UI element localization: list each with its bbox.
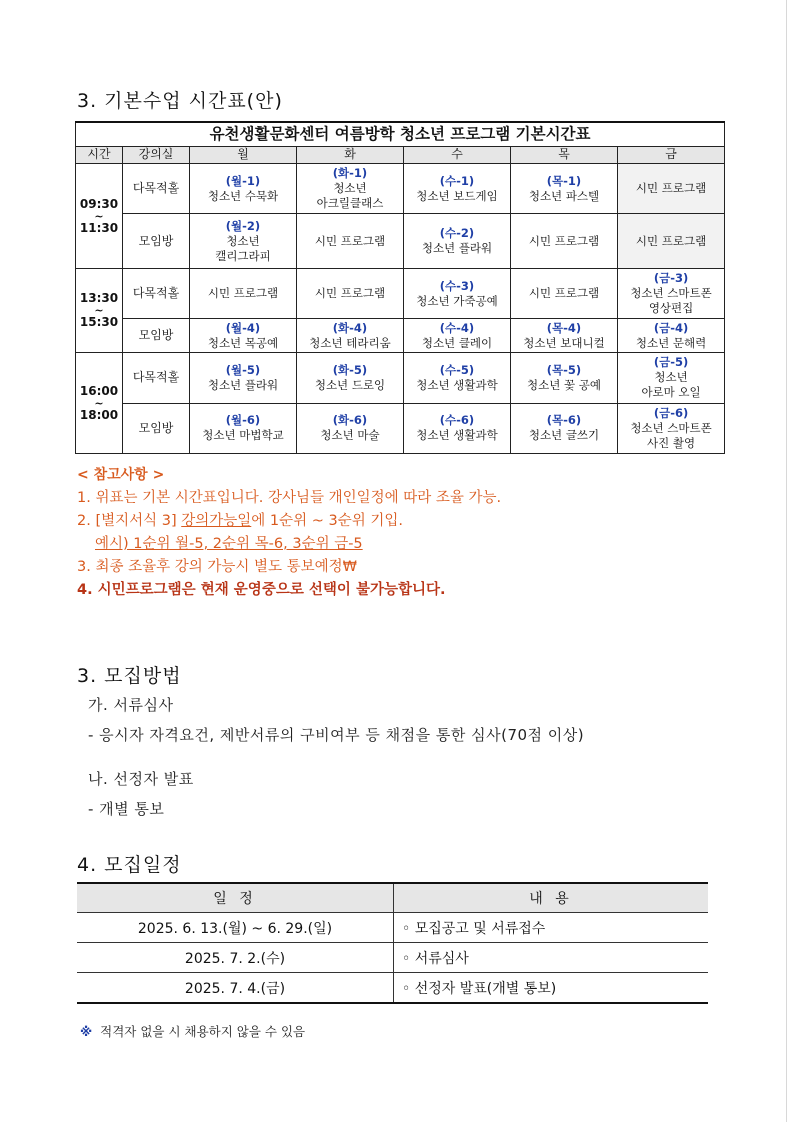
class-cell [404,353,511,403]
time-slot [76,269,123,353]
class-code: (월-4) [225,320,261,335]
method-a-item: - 응시자 자격요건, 제반서류의 구비여부 등 채점을 통한 심사(70점 이상) [88,726,585,744]
header-tue: 화 [297,146,404,164]
time-slot [76,164,123,269]
time-slot-text: 11:30 [79,220,119,235]
header-room: 강의실 [123,146,190,164]
note-3: 3. 최종 조율후 강의 가능시 별도 통보예정₩ [77,559,357,575]
room-cell: 다목적홀 [123,269,190,319]
section-title-method: 3. 모집방법 [77,665,182,687]
class-code: (금-4) [653,320,689,335]
class-name: 청소년 테라리움 [309,335,391,350]
header-fri: 금 [618,146,725,164]
timetable-row [76,353,725,403]
time-slot-text: 16:00 [79,383,119,398]
class-cell [190,319,297,353]
class-code: (목-1) [546,173,582,188]
class-name: 청소년 수묵화 [207,188,279,203]
header-mon: 월 [190,146,297,164]
class-code: (화-1) [332,166,368,181]
class-name: 청소년 목공예 [207,335,279,350]
note-2 [77,510,501,533]
reference-mark-icon: ※ [80,1024,93,1039]
footnote [80,1022,305,1040]
class-cell [404,214,511,269]
note-4: 4. 시민프로그램은 현재 운영중으로 선택이 불가능합니다. [77,582,446,598]
method-b-title: 나. 선정자 발표 [88,770,194,788]
class-name: 시민 프로그램 [528,233,600,248]
room-cell: 모임방 [123,214,190,269]
schedule-table [77,882,708,1004]
class-code: (목-4) [546,320,582,335]
class-name: 청소년 아로마 오일 [641,370,701,400]
header-time: 시간 [76,146,123,164]
date-cell: 2025. 7. 2.(수) [77,943,394,973]
class-name: 시민 프로그램 [635,181,707,196]
class-cell [297,214,404,269]
class-name: 청소년 보드게임 [416,188,498,203]
class-cell [511,269,618,319]
class-cell [404,164,511,214]
note-1: 1. 위표는 기본 시간표입니다. 강사님들 개인일정에 따라 조율 가능. [77,490,502,506]
class-cell [190,353,297,403]
date-cell: 2025. 6. 13.(월) ~ 6. 29.(일) [77,913,394,943]
class-cell [618,403,725,453]
class-name: 시민 프로그램 [314,286,386,301]
class-name: 청소년 캘리그라피 [215,233,271,263]
dates-header-date: 일 정 [77,883,394,913]
timetable-row [76,319,725,353]
class-code: (수-3) [439,278,475,293]
class-cell [297,319,404,353]
class-name: 청소년 글쓰기 [528,428,600,443]
class-cell [618,319,725,353]
class-name: 시민 프로그램 [207,286,279,301]
time-slot-text: 18:00 [79,407,119,422]
footnote-text: 적격자 없을 시 채용하지 않을 수 있음 [100,1024,306,1039]
class-cell [404,269,511,319]
timetable-row [76,164,725,214]
room-cell: 모임방 [123,403,190,453]
class-cell [511,319,618,353]
class-name: 청소년 플라워 [207,377,279,392]
class-name: 청소년 생활과학 [416,377,498,392]
content-cell: ◦ 서류심사 [394,943,709,973]
timetable-row [76,214,725,269]
class-code: (금-6) [653,405,689,420]
section-title-dates: 4. 모집일정 [77,854,182,876]
table-row [77,943,708,973]
class-cell [190,214,297,269]
table-row [77,973,708,1004]
class-cell [511,403,618,453]
room-cell: 모임방 [123,319,190,353]
time-slot-text: 09:30 [79,196,119,211]
timetable-row [76,269,725,319]
class-code: (월-1) [225,173,261,188]
class-cell [190,164,297,214]
note-2-example: 예시) 1순위 월-5, 2순위 목-6, 3순위 금-5 [95,536,363,552]
room-cell: 다목적홀 [123,164,190,214]
class-code: (수-4) [439,320,475,335]
note-2-underlined: 강의가능일 [181,513,252,529]
class-code: (화-5) [332,362,368,377]
class-cell [618,164,725,214]
class-code: (금-5) [653,355,689,370]
class-code: (월-6) [225,413,261,428]
time-slot-text: 13:30 [79,291,119,306]
class-cell [618,353,725,403]
class-code: (수-2) [439,226,475,241]
class-name: 청소년 드로잉 [314,377,386,392]
class-name: 시민 프로그램 [528,286,600,301]
table-row [77,913,708,943]
note-2-prefix: 2. [별지서식 3] [77,513,182,529]
class-cell [404,403,511,453]
class-name: 청소년 보대니컬 [523,335,605,350]
class-cell [511,164,618,214]
content-cell: ◦ 모집공고 및 서류접수 [394,913,709,943]
class-code: (목-6) [546,413,582,428]
class-cell [297,403,404,453]
header-thu: 목 [511,146,618,164]
method-b-item: - 개별 통보 [88,800,165,818]
class-code: (월-5) [225,362,261,377]
class-cell [618,214,725,269]
class-cell [297,269,404,319]
dates-header-content: 내 용 [394,883,709,913]
class-name: 청소년 생활과학 [416,428,498,443]
time-slot-text: ~ [94,304,104,318]
timetable-row [76,403,725,453]
class-cell [297,164,404,214]
class-name: 시민 프로그램 [314,233,386,248]
class-cell [511,214,618,269]
class-name: 청소년 클레이 [421,335,493,350]
class-code: (수-5) [439,362,475,377]
class-name: 청소년 꽃 공예 [527,377,601,392]
class-name: 청소년 파스텔 [528,188,600,203]
class-name: 청소년 가죽공예 [416,293,498,308]
class-code: (화-4) [332,320,368,335]
time-slot-text: 15:30 [79,315,119,330]
class-cell [190,269,297,319]
class-cell [404,319,511,353]
class-name: 청소년 문해력 [635,335,707,350]
header-wed: 수 [404,146,511,164]
time-slot-text: ~ [94,209,104,223]
class-cell [297,353,404,403]
time-slot-text: ~ [94,396,104,410]
page-edge-line [786,0,787,1122]
class-cell [511,353,618,403]
class-name: 청소년 마술 [320,428,380,443]
notes-heading: < 참고사항 > [77,467,165,483]
class-cell [190,403,297,453]
section-title-schedule: 3. 기본수업 시간표(안) [77,90,283,112]
notes [77,464,501,602]
date-cell: 2025. 7. 4.(금) [77,973,394,1004]
class-code: (월-2) [225,218,261,233]
class-cell [618,269,725,319]
class-name: 청소년 스마트폰 사진 촬영 [630,420,712,450]
class-name: 청소년 플라워 [421,241,493,256]
class-code: (금-3) [653,271,689,286]
timetable-title: 유천생활문화센터 여름방학 청소년 프로그램 기본시간표 [76,122,725,146]
class-code: (화-6) [332,413,368,428]
time-slot [76,353,123,454]
class-name: 청소년 아크릴클래스 [316,181,384,211]
timetable [75,121,725,454]
class-name: 청소년 스마트폰 영상편집 [630,286,712,316]
class-code: (수-6) [439,413,475,428]
note-2-suffix: 에 1순위 ~ 3순위 기입. [251,513,403,529]
class-name: 청소년 마법학교 [202,428,284,443]
method-a-title: 가. 서류심사 [88,696,174,714]
class-code: (수-1) [439,173,475,188]
class-name: 시민 프로그램 [635,233,707,248]
room-cell: 다목적홀 [123,353,190,403]
content-cell: ◦ 선정자 발표(개별 통보) [394,973,709,1004]
class-code: (목-5) [546,362,582,377]
